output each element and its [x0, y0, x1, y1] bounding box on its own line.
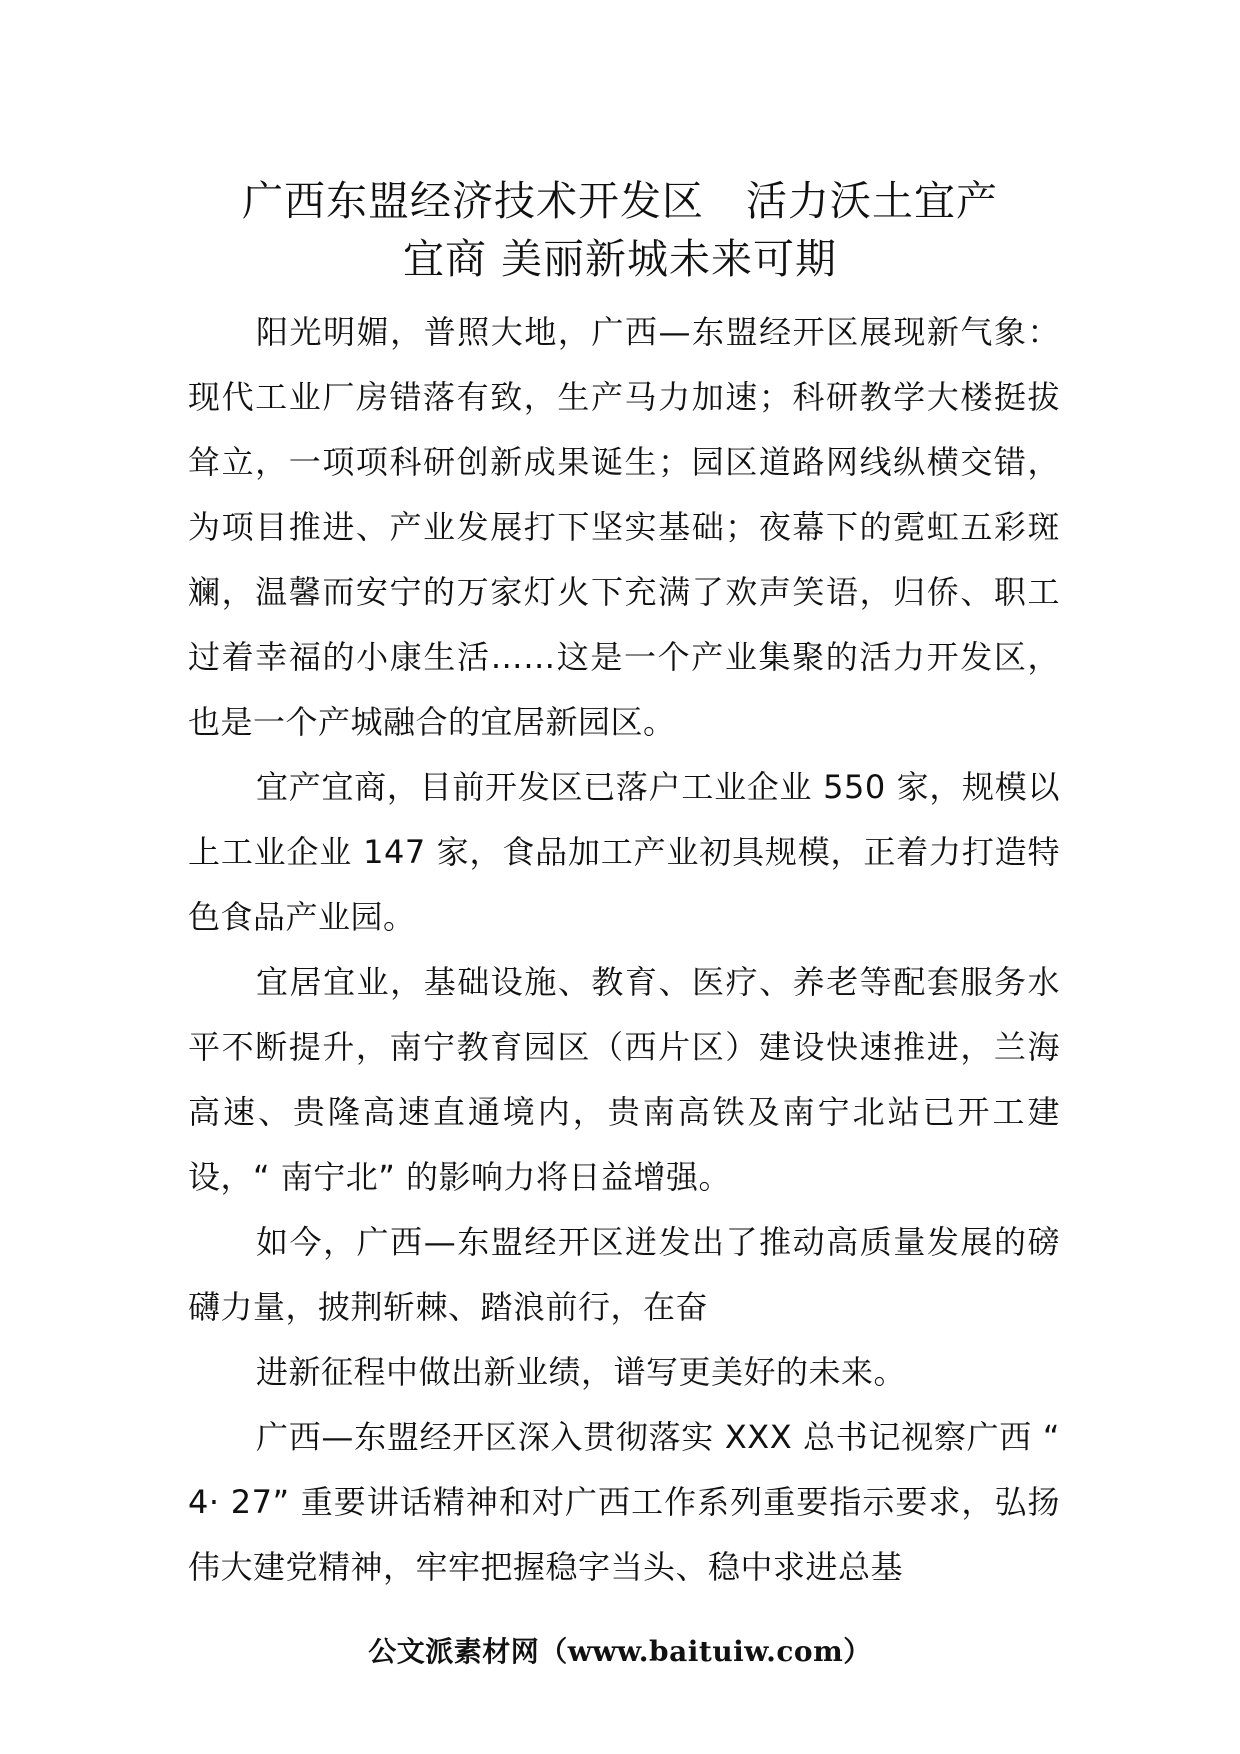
footer-watermark: 公文派素材网（www.baituiw.com） [368, 1635, 872, 1668]
document-title [170, 172, 1070, 288]
paragraph-living: 宜居宜业，基础设施、教育、医疗、养老等配套服务水平不断提升，南宁教育园区（西片区）建设快速推进，兰海高速、贵隆高速直通境内，贵南高铁及南宁北站已开工建设，“ 南宁北” 的影响力将日益增强。 [188, 963, 1060, 1196]
paragraph-implementation: 广西—东盟经开区深入贯彻落实 XXX 总书记视察广西 “ 4· 27” 重要讲话精神和对广西工作系列重要指示要求，弘扬伟大建党精神，牢牢把握稳字当头、稳中求进总基 [188, 1418, 1060, 1586]
title-line-1: 广西东盟经济技术开发区 活力沃土宜产 [242, 177, 998, 225]
paragraph-momentum: 如今，广西—东盟经开区迸发出了推动高质量发展的磅礴力量，披荆斩棘、踏浪前行，在奋 [188, 1223, 1060, 1326]
document-body [188, 300, 1060, 1600]
title-line-2: 宜商 美丽新城未来可期 [402, 235, 838, 283]
paragraph-industry: 宜产宜商，目前开发区已落户工业企业 550 家，规模以上工业企业 147 家，食品加工产业初具规模，正着力打造特色食品产业园。 [188, 768, 1060, 936]
paragraph-intro: 阳光明媚，普照大地，广西—东盟经开区展现新气象：现代工业厂房错落有致，生产马力加速；科研教学大楼挺拔耸立，一项项科研创新成果诞生；园区道路网线纵横交错，为项目推进、产业发展打下坚实基础；夜幕下的霓虹五彩斑斓，温馨而安宁的万家灯火下充满了欢声笑语，归侨、职工过着幸福的小康生活……这是一个产业集聚的活力开发区，也是一个产城融合的宜居新园区。 [188, 313, 1060, 741]
paragraph-future: 进新征程中做出新业绩，谱写更美好的未来。 [256, 1353, 907, 1391]
